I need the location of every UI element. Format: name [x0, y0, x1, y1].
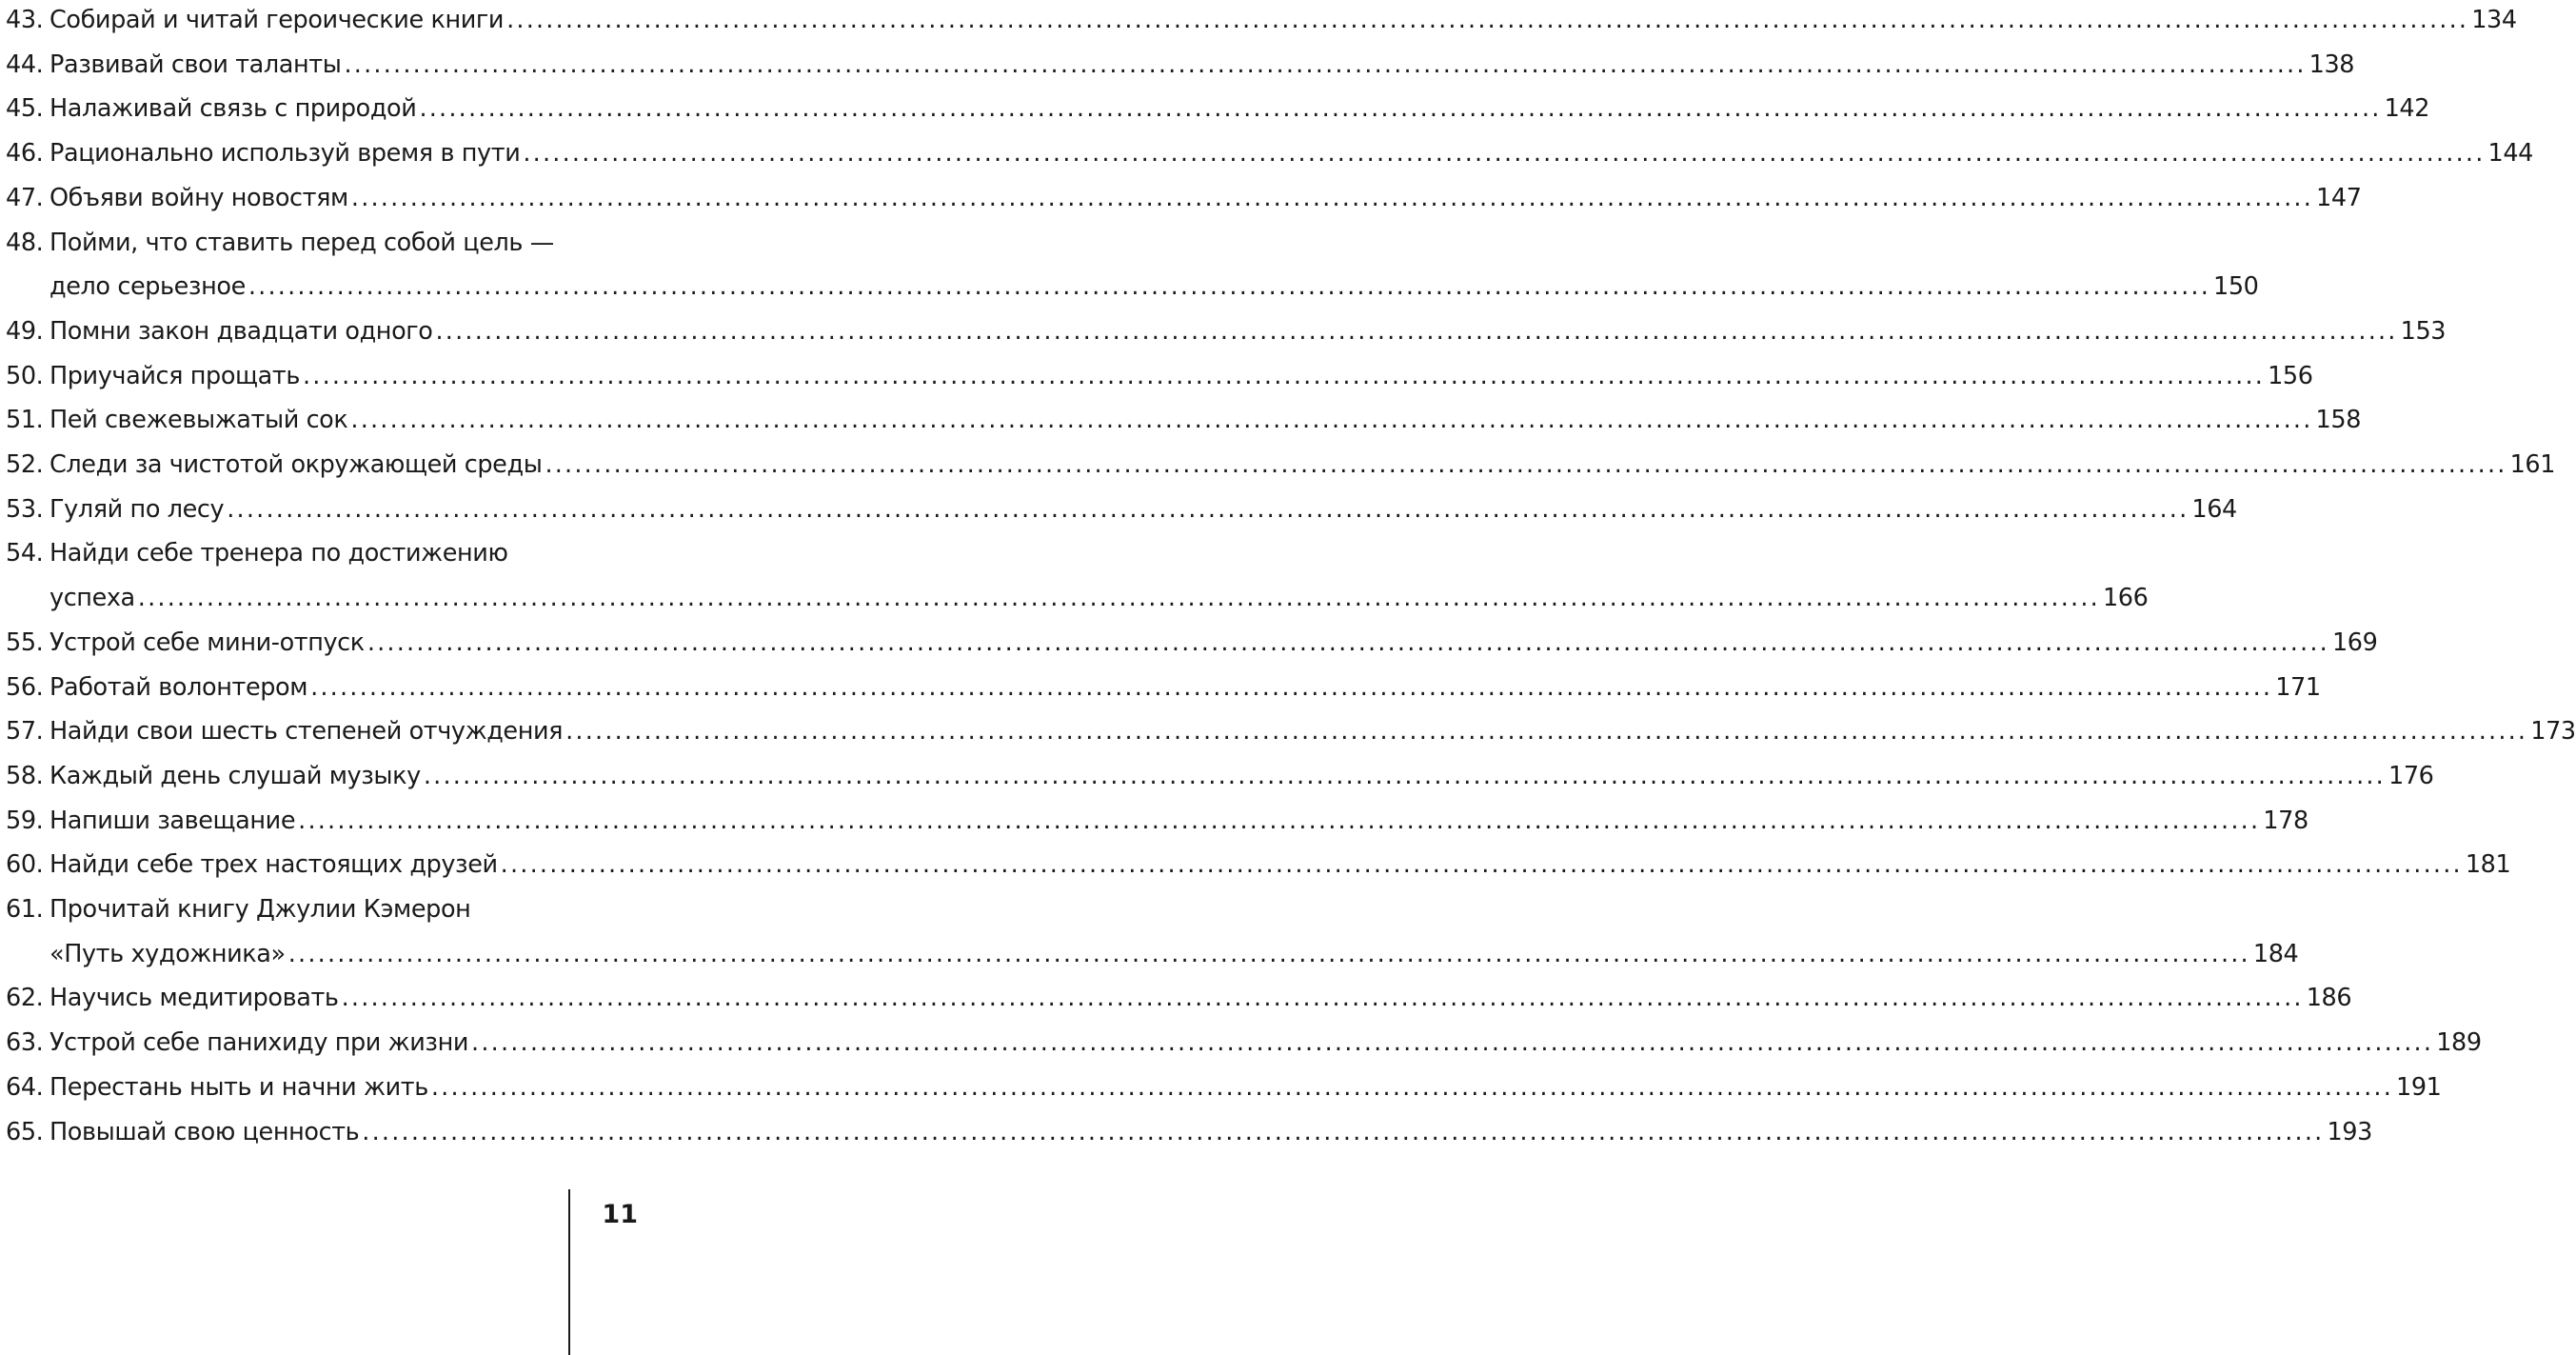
toc-entry-title: Найди себе трех настоящих друзей — [50, 850, 498, 880]
toc-line — [6, 524, 638, 568]
toc-entry-title: Развивай свои таланты — [50, 50, 342, 79]
dot-leader: ........................................................................................................................................................................................................ — [227, 494, 2190, 524]
toc-entry-page: 158 — [2315, 406, 2362, 435]
toc-entry-title: Помни закон двадцати одного — [50, 316, 433, 346]
toc-entry-number: 60. — [6, 850, 44, 880]
toc-entry-number: 58. — [6, 761, 44, 790]
toc-entry-page: 147 — [2316, 183, 2362, 212]
toc-entry-title: Повышай свою ценность — [50, 1117, 360, 1146]
toc-line — [6, 568, 2149, 613]
dot-leader: ........................................................................................................................................................................................................ — [471, 1028, 2434, 1058]
toc-line — [6, 169, 2362, 212]
toc-entry-number: 45. — [6, 94, 44, 124]
toc-line — [6, 658, 2321, 702]
toc-entry-page: 171 — [2275, 672, 2321, 702]
toc-entry-title: Налаживай связь с природой — [50, 94, 417, 124]
toc-entry-title: Приучайся прощать — [50, 361, 300, 390]
toc-line — [6, 968, 2352, 1013]
toc-entry-title: Научись медитировать — [50, 984, 339, 1013]
toc-line — [6, 835, 2511, 880]
dot-leader: ........................................................................................................................................................................................................ — [419, 94, 2382, 124]
dot-leader: ........................................................................................................................................................................................................ — [302, 361, 2266, 390]
toc-entry-number: 44. — [6, 50, 44, 79]
toc-entry-title: Устрой себе мини-отпуск — [50, 628, 365, 657]
toc-entry-page: 156 — [2268, 361, 2313, 390]
toc-line — [6, 1058, 2442, 1102]
toc-entry-number: 65. — [6, 1117, 44, 1146]
toc-entry-number: 52. — [6, 450, 44, 479]
dot-leader: ........................................................................................................................................................................................................ — [500, 850, 2463, 880]
toc-entry-number: 63. — [6, 1028, 44, 1058]
dot-leader: ........................................................................................................................................................................................................ — [137, 584, 2100, 613]
toc-entry-page: 181 — [2465, 850, 2511, 880]
toc-entry-title: Следи за чистотой окружающей среды — [50, 450, 543, 479]
toc-entry-number: 51. — [6, 406, 44, 435]
toc-entry-number: 54. — [6, 539, 44, 568]
dot-leader: ........................................................................................................................................................................................................ — [341, 984, 2304, 1013]
dot-leader: ........................................................................................................................................................................................................ — [565, 717, 2528, 747]
toc-line — [6, 79, 2430, 124]
toc-entry-page: 166 — [2102, 584, 2149, 613]
toc-entry-page: 186 — [2306, 984, 2352, 1013]
dot-leader: ........................................................................................................................................................................................................ — [344, 50, 2307, 79]
toc-entry-page: 153 — [2400, 316, 2447, 346]
toc-entry-title: успеха — [50, 584, 135, 613]
toc-line — [6, 0, 2517, 34]
margin-rule — [568, 1189, 570, 1355]
toc-entry-number: 62. — [6, 984, 44, 1013]
toc-entry-title: Объяви войну новостям — [50, 183, 348, 212]
toc-entry-title: Рационально используй время в пути — [50, 139, 521, 169]
toc-line — [6, 1013, 2482, 1058]
toc-entry-title: дело серьезное — [50, 272, 246, 302]
toc-entry-number: 64. — [6, 1072, 44, 1102]
toc-line — [6, 480, 2237, 524]
toc-entry-number: 46. — [6, 139, 44, 169]
toc-line — [6, 257, 2259, 302]
toc-entry-title: Каждый день слушай музыку — [50, 761, 421, 790]
dot-leader: ........................................................................................................................................................................................................ — [287, 939, 2250, 968]
dot-leader: ........................................................................................................................................................................................................ — [350, 183, 2314, 212]
toc-entry-page: 173 — [2530, 717, 2576, 747]
toc-entry-number: 56. — [6, 672, 44, 702]
toc-line — [6, 880, 638, 924]
toc-line — [6, 1103, 2372, 1146]
toc-entry-title: Собирай и читай героические книги — [50, 6, 505, 34]
toc-entry-number: 50. — [6, 361, 44, 390]
toc-entry-title: Устрой себе панихиду при жизни — [50, 1028, 469, 1058]
toc-entry-number: 43. — [6, 6, 44, 34]
toc-entry-number: 48. — [6, 228, 44, 257]
toc-entry-page: 138 — [2308, 50, 2355, 79]
toc-entry-title: Пойми, что ставить перед собой цель — — [50, 228, 554, 257]
toc-entry-page: 169 — [2331, 628, 2378, 657]
toc-entry-title: Найди себе тренера по достижению — [50, 539, 508, 568]
toc-entry-page: 142 — [2384, 94, 2430, 124]
toc-entry-title: Перестань ныть и начни жить — [50, 1072, 428, 1102]
toc-entry-number: 55. — [6, 628, 44, 657]
toc-line — [6, 613, 2378, 657]
toc-entry-page: 150 — [2213, 272, 2259, 302]
toc-entry-page: 193 — [2327, 1117, 2372, 1146]
toc-entry-title: Работай волонтером — [50, 672, 308, 702]
dot-leader: ........................................................................................................................................................................................................ — [248, 272, 2211, 302]
dot-leader: ........................................................................................................................................................................................................ — [506, 6, 2469, 34]
toc-line — [6, 435, 2556, 479]
toc-entry-number: 53. — [6, 494, 44, 524]
toc-line — [6, 124, 2534, 169]
toc-line — [6, 213, 638, 257]
toc-line — [6, 302, 2447, 346]
toc-entry-page: 184 — [2252, 939, 2299, 968]
dot-leader: ........................................................................................................................................................................................................ — [350, 406, 2313, 435]
dot-leader: ........................................................................................................................................................................................................ — [362, 1117, 2325, 1146]
dot-leader: ........................................................................................................................................................................................................ — [367, 628, 2329, 657]
toc-entry-page: 144 — [2487, 139, 2534, 169]
toc-entry-number: 49. — [6, 316, 44, 346]
toc-entry-title: Напиши завещание — [50, 806, 296, 835]
toc-entry-page: 161 — [2509, 450, 2556, 479]
toc-line — [6, 702, 2576, 747]
toc-line — [6, 390, 2362, 435]
toc-line — [6, 791, 2308, 835]
toc-entry-title: Пей свежевыжатый сок — [50, 406, 348, 435]
toc-entry-number: 57. — [6, 717, 44, 747]
toc-entry-title: Найди свои шесть степеней отчуждения — [50, 717, 564, 747]
toc-line — [6, 35, 2355, 79]
dot-leader: ........................................................................................................................................................................................................ — [435, 316, 2398, 346]
toc-entry-page: 191 — [2396, 1072, 2442, 1102]
toc-line — [6, 925, 2299, 968]
toc-entry-page: 189 — [2436, 1028, 2482, 1058]
dot-leader: ........................................................................................................................................................................................................ — [545, 450, 2507, 479]
toc-line — [6, 747, 2434, 790]
dot-leader: ........................................................................................................................................................................................................ — [430, 1072, 2394, 1102]
toc-entry-page: 164 — [2191, 494, 2237, 524]
toc-entry-number: 47. — [6, 183, 44, 212]
toc-entry-title: Прочитай книгу Джулии Кэмерон — [50, 895, 471, 924]
dot-leader: ........................................................................................................................................................................................................ — [298, 806, 2261, 835]
toc-line — [6, 347, 2313, 390]
toc-entry-page: 134 — [2471, 6, 2517, 34]
dot-leader: ........................................................................................................................................................................................................ — [423, 761, 2386, 790]
toc-entry-page: 176 — [2388, 761, 2434, 790]
page-number: 11 — [602, 1200, 638, 1229]
toc-entry-number: 61. — [6, 895, 44, 924]
toc-entry-title: «Путь художника» — [50, 939, 286, 968]
toc-entry-title: Гуляй по лесу — [50, 494, 225, 524]
toc-entry-page: 178 — [2263, 806, 2308, 835]
dot-leader: ........................................................................................................................................................................................................ — [310, 672, 2273, 702]
toc-entry-number: 59. — [6, 806, 44, 835]
dot-leader: ........................................................................................................................................................................................................ — [523, 139, 2486, 169]
